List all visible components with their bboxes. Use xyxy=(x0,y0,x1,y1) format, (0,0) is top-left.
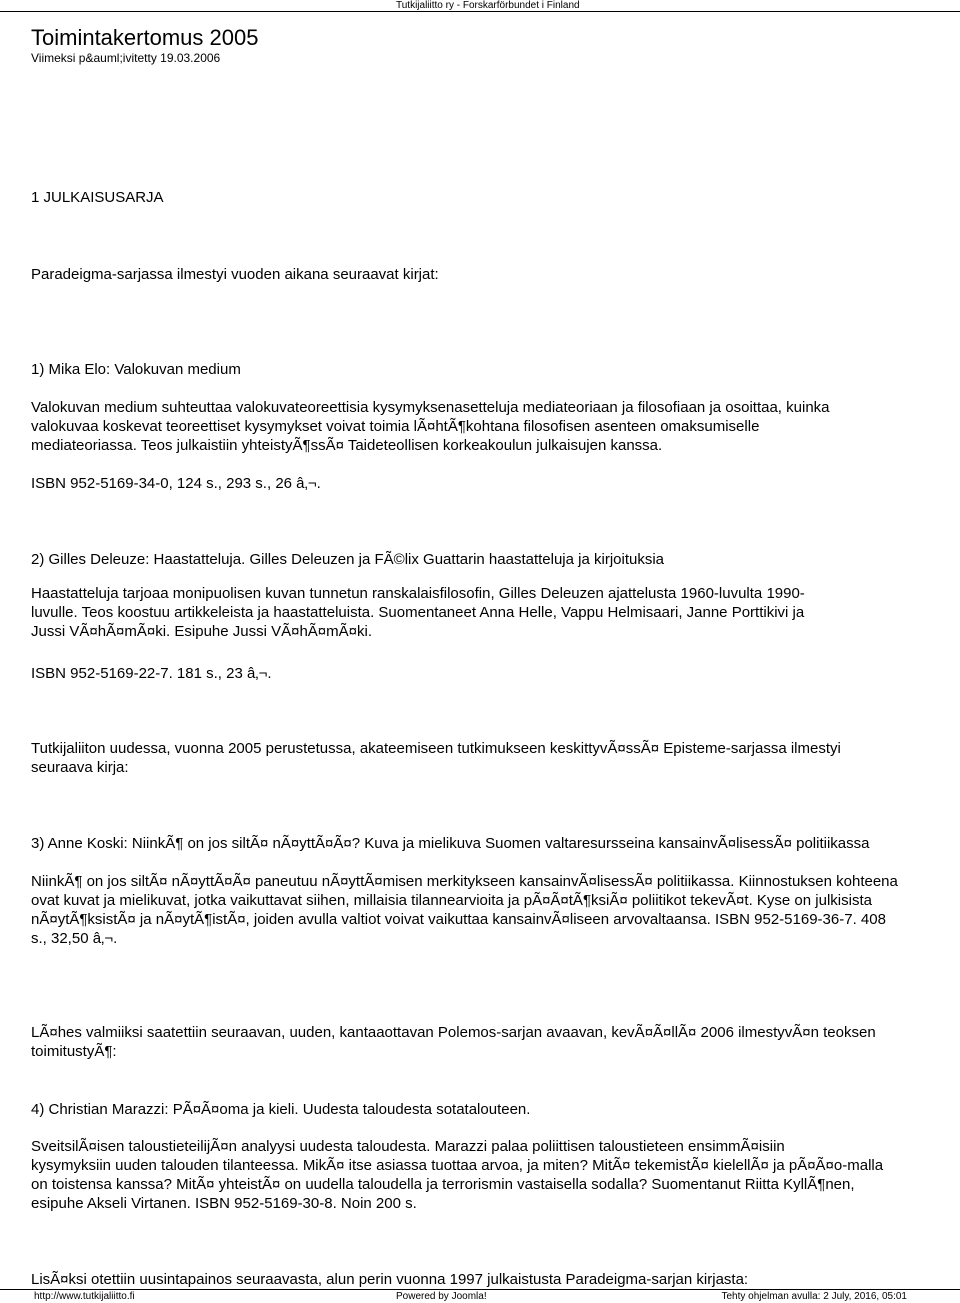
book-2-isbn: ISBN 952-5169-22-7. 181 s., 23 â‚¬. xyxy=(31,665,272,682)
book-1-isbn: ISBN 952-5169-34-0, 124 s., 293 s., 26 â‚¬. xyxy=(31,475,321,492)
book-1-title: 1) Mika Elo: Valokuvan medium xyxy=(31,361,241,378)
book-1-description: Valokuvan medium suhteuttaa valokuvateoreettisia kysymyksenasetteluja mediateoriaan ja filosofiaan ja osoittaa, kuinka valokuvaa koskevat teoreettiset kysymykset voivat toimia lÃ¤htÃ¶kohtana filosofisen asenteen omaksumiselle mediateoriassa. Teos julkaistiin yhteistyÃ¶ssÃ¤ Taideteollisen korkeakoulun julkaisujen kanssa. xyxy=(31,399,830,454)
footer-rule xyxy=(0,1289,960,1290)
footer-generated: Tehty ohjelman avulla: 2 July, 2016, 05:01 xyxy=(721,1291,907,1302)
footer-powered-by: Powered by Joomla! xyxy=(396,1291,487,1302)
last-modified: Viimeksi p&auml;ivitetty 19.03.2006 xyxy=(31,51,221,65)
section-heading: 1 JULKAISUSARJA xyxy=(31,189,164,206)
header-rule xyxy=(0,11,960,12)
book-3-description: NiinkÃ¶ on jos siltÃ¤ nÃ¤yttÃ¤Ã¤ paneutuu nÃ¤yttÃ¤misen merkitykseen kansainvÃ¤lisessÃ¤ politiikassa. Kiinnostuksen kohteena ovat kuvat ja mielikuvat, jotka vaikuttavat siihen, millaisia tilannearvioita ja pÃ¤Ã¤tÃ¶ksiÃ¤ poliitikot tekevÃ¤t. Kyse on julkisista nÃ¤ytÃ¶ksistÃ¤ ja nÃ¤ytÃ¶istÃ¤, joiden avulla valtiot voivat vaikuttaa kansainvÃ¤liseen arvovaltaansa. ISBN 952-5169-36-7. 408 s., 32,50 â‚¬. xyxy=(31,873,898,947)
section-intro: Paradeigma-sarjassa ilmestyi vuoden aikana seuraavat kirjat: xyxy=(31,266,439,283)
book-4-description: SveitsilÃ¤isen taloustieteilijÃ¤n analyysi uudesta taloudesta. Marazzi palaa poliittisen taloustieteen ensimmÃ¤isiin kysymyksiin uuden talouden tilanteessa. MikÃ¤ itse asiassa tuottaa arvoa, ja miten? MitÃ¤ tekemistÃ¤ kielellÃ¤ ja pÃ¤Ã¤o-malla on toistensa kanssa? MitÃ¤ yhteistÃ¤ on uudella taloudella ja terrorismin vastaisella sodalla? Suomentanut Riitta KyllÃ¶nen, esipuhe Akseli Virtanen. ISBN 952-5169-30-8. Noin 200 s. xyxy=(31,1138,884,1212)
reprint-intro: LisÃ¤ksi otettiin uusintapainos seuraavasta, alun perin vuonna 1997 julkaistusta Paradeigma-sarjan kirjasta: xyxy=(31,1271,749,1288)
book-3-title: 3) Anne Koski: NiinkÃ¶ on jos siltÃ¤ nÃ¤yttÃ¤Ã¤? Kuva ja mielikuva Suomen valtaresursseina kansainvÃ¤lisessÃ¤ politiikassa xyxy=(31,835,870,852)
episteme-intro: Tutkijaliiton uudessa, vuonna 2005 perustetussa, akateemiseen tutkimukseen keskittyvÃ¤ssÃ¤ Episteme-sarjassa ilmestyi seuraava kirja: xyxy=(31,740,841,776)
footer-url[interactable]: http://www.tutkijaliitto.fi xyxy=(34,1291,135,1302)
polemos-intro: LÃ¤hes valmiiksi saatettiin seuraavan, uuden, kantaaottavan Polemos-sarjan avaavan, kevÃ¤Ã¤llÃ¤ 2006 ilmestyvÃ¤n teoksen toimitustyÃ¶: xyxy=(31,1024,876,1060)
book-2-title: 2) Gilles Deleuze: Haastatteluja. Gilles Deleuzen ja FÃ©lix Guattarin haastatteluja ja kirjoituksia xyxy=(31,551,665,568)
header-source: Tutkijaliitto ry - Forskarförbundet i Finland xyxy=(396,0,580,11)
book-4-title: 4) Christian Marazzi: PÃ¤Ã¤oma ja kieli. Uudesta taloudesta sotatalouteen. xyxy=(31,1101,531,1118)
page-title: Toimintakertomus 2005 xyxy=(31,25,259,50)
book-2-description: Haastatteluja tarjoaa monipuolisen kuvan tunnetun ranskalaisfilosofin, Gilles Deleuzen ajattelusta 1960-luvulta 1990- luvulle. Teos koostuu artikkeleista ja haastatteluista. Suomentaneet Anna Helle, Vappu Helmisaari, Janne Porttikivi ja Jussi VÃ¤hÃ¤mÃ¤ki. Esipuhe Jussi VÃ¤hÃ¤mÃ¤ki. xyxy=(31,585,805,640)
